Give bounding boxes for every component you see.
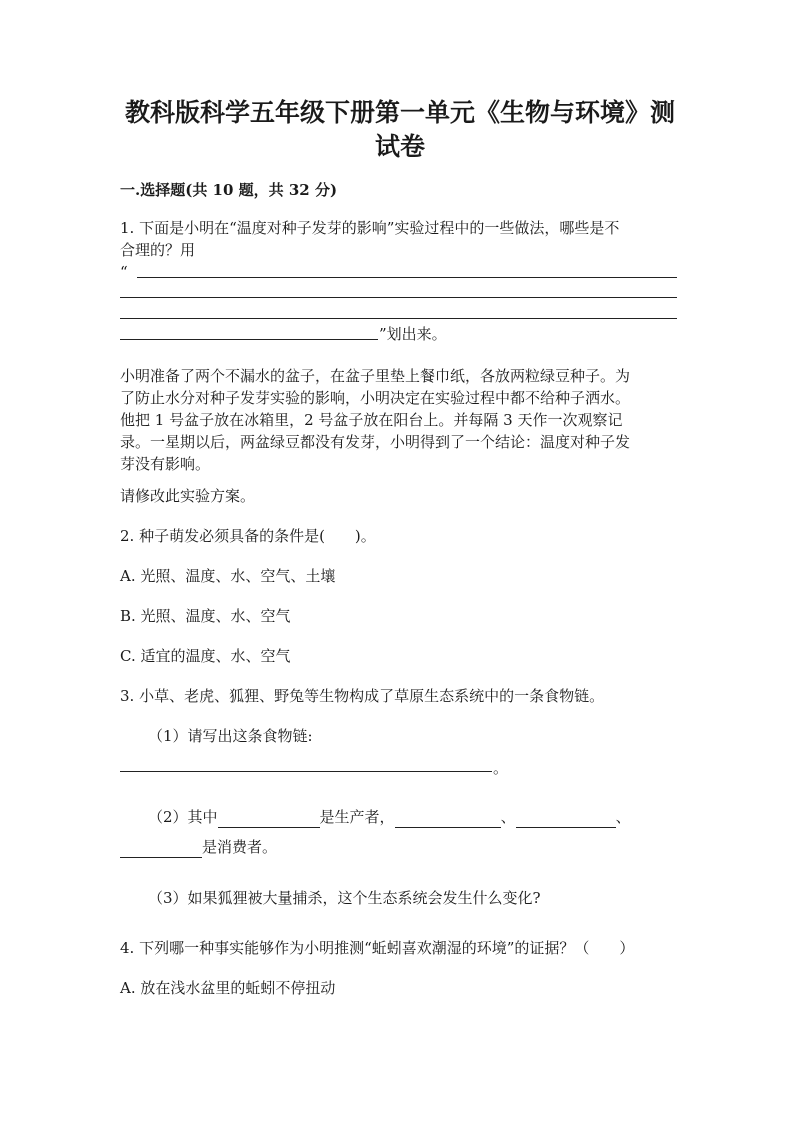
q1-open-quote: “ xyxy=(120,263,128,281)
q3-sub2-start: （2）其中 xyxy=(148,808,218,826)
q3-sub2-line-2 xyxy=(120,836,277,858)
q4-stem: 4. 下列哪一种事实能够作为小明推测“蚯蚓喜欢潮湿的环境”的证据？（ ） xyxy=(120,939,635,957)
title-line-1: 教科版科学五年级下册第一单元《生物与环境》测 xyxy=(124,98,675,127)
q2-option-a[interactable]: A. 光照、温度、水、空气、土壤 xyxy=(120,567,336,585)
q3-stem: 3. 小草、老虎、狐狸、野兔等生物构成了草原生态系统中的一条食物链。 xyxy=(120,687,605,705)
q4-option-a[interactable]: A. 放在浅水盆里的蚯蚓不停扭动 xyxy=(120,979,336,997)
q1-passage-line: 录。一星期以后，两盆绿豆都没有发芽，小明得到了一个结论：温度对种子发 xyxy=(120,433,631,451)
q3-consumer-blank-2[interactable] xyxy=(516,810,616,828)
q3-sub2 xyxy=(148,806,631,828)
q1-passage-line: 小明准备了两个不漏水的盆子，在盆子里垫上餐巾纸，各放两粒绿豆种子。为 xyxy=(120,367,631,385)
q1-close-text: ”划出来。 xyxy=(379,325,447,343)
q3-sub2-producer: 是生产者， xyxy=(319,808,395,826)
section-heading: 一.选择题(共 10 题，共 32 分) xyxy=(120,181,338,199)
q2-option-b[interactable]: B. 光照、温度、水、空气 xyxy=(120,607,291,625)
q1-passage-line: 芽没有影响。 xyxy=(120,455,211,473)
q1-passage-line: 了防止水分对种子发芽实验的影响，小明决定在实验过程中都不给种子洒水。 xyxy=(120,389,631,407)
q3-sep-1: 、 xyxy=(500,808,516,826)
q3-sub1: （1）请写出这条食物链: xyxy=(148,727,313,745)
q2-option-c[interactable]: C. 适宜的温度、水、空气 xyxy=(120,647,291,665)
q1-stem-line-1: 1. 下面是小明在“温度对种子发芽的影响”实验过程中的一些做法，哪些是不 xyxy=(120,219,620,237)
q3-sub2-end: 是消费者。 xyxy=(202,838,278,856)
q1-answer-line-3[interactable] xyxy=(120,318,677,319)
q3-sub3: （3）如果狐狸被大量捕杀，这个生态系统会发生什么变化? xyxy=(148,889,541,907)
q1-instruction: 请修改此实验方案。 xyxy=(120,487,256,505)
q1-passage xyxy=(120,365,680,475)
q3-consumer-blank-3[interactable] xyxy=(120,840,202,858)
title-line-2: 试卷 xyxy=(374,132,425,161)
q1-answer-line-2[interactable] xyxy=(120,297,677,298)
page-title xyxy=(100,96,700,164)
q1-answer-line-1[interactable] xyxy=(137,277,677,278)
q3-sub1-period: 。 xyxy=(493,759,509,777)
q1-answer-line-4[interactable] xyxy=(120,339,378,340)
q2-stem: 2. 种子萌发必须具备的条件是( )。 xyxy=(120,527,376,545)
q3-sub1-answer-line[interactable] xyxy=(120,771,492,772)
q1-passage-line: 他把 1 号盆子放在冰箱里，2 号盆子放在阳台上。并每隔 3 天作一次观察记 xyxy=(120,411,623,429)
q3-producer-blank[interactable] xyxy=(218,810,320,828)
q3-consumer-blank-1[interactable] xyxy=(395,810,501,828)
q3-sep-2: 、 xyxy=(615,808,631,826)
q1-stem-line-2: 合理的？用 xyxy=(120,241,196,259)
